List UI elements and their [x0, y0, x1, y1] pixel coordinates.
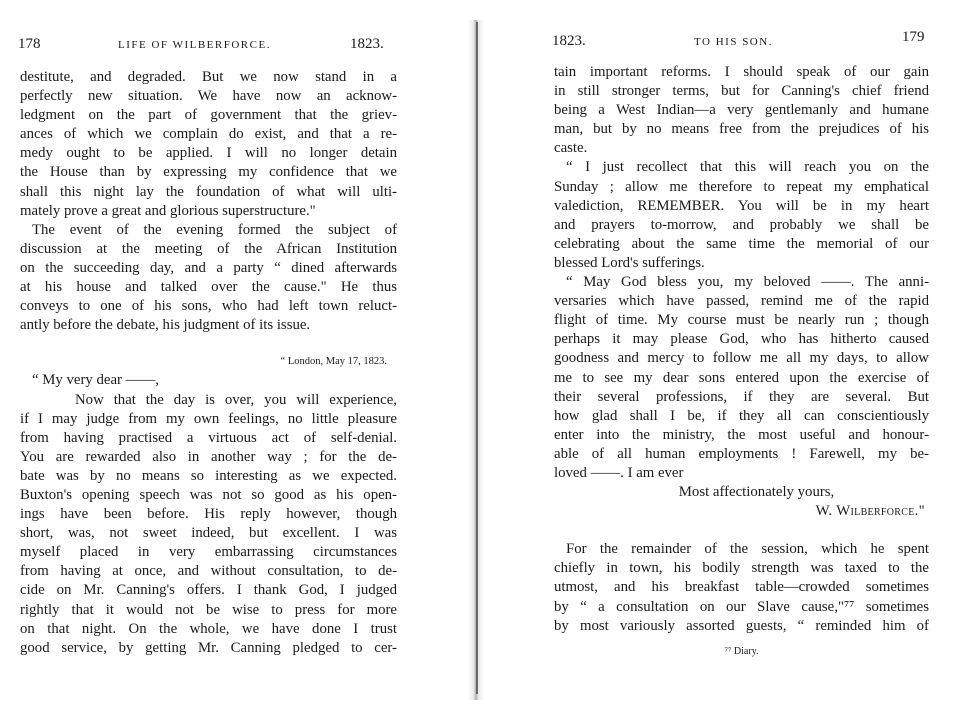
text-line: the House than by expressing my confidence that we: [20, 164, 397, 181]
right-page-body: [554, 63, 929, 636]
header-year: 1823.: [552, 33, 586, 49]
running-title: TO HIS SON.: [694, 36, 773, 48]
text-line: tain important reforms. I should speak of our gain: [554, 64, 929, 80]
text-line: Sunday ; allow me therefore to repeat my emphatical: [554, 178, 929, 195]
text-line: caste.: [554, 140, 588, 157]
text-line: medy ought to be applied. I will no longer detain: [20, 145, 397, 162]
text-line: and prayers to-morrow, and probably we shall be: [554, 216, 929, 233]
left-page-body: [20, 68, 397, 658]
page-number: 179: [902, 29, 925, 45]
left-page: [0, 0, 470, 705]
text-line: blessed Lord's sufferings.: [554, 254, 705, 271]
text-line: cide on Mr. Canning's offers. I thank God, I judged: [20, 582, 397, 599]
text-line: conveys to one of his sons, who had left town reluct-: [20, 298, 397, 315]
letter-paragraph: [554, 63, 929, 158]
text-line: their several professions, if they are several. But: [554, 388, 929, 405]
text-line: good service, by getting Mr. Canning pledged to cer-: [20, 639, 397, 656]
text-line: short, was, not sweet indeed, but excellent. I was: [20, 525, 397, 542]
text-line: chiefly in town, his bodily strength was taxed to the: [554, 560, 929, 577]
text-line: from having practised a virtuous act of self-denial.: [20, 429, 397, 446]
text-line: man, but by no means free from the prejudices of his: [554, 121, 929, 138]
letter-paragraph: [554, 273, 929, 483]
text-line: by most variously assorted guests, “ reminded him of: [554, 617, 929, 634]
text-line: ings have been before. His reply however, though: [20, 506, 397, 523]
text-line: For the remainder of the session, which he spent: [566, 541, 929, 558]
book-spine-line: [476, 22, 478, 694]
text-line: perhaps it may please God, who has hitherto caused: [554, 331, 929, 348]
text-line: myself placed in very embarrassing circumstances: [20, 544, 397, 561]
text-line: on the succeeding day, and a party “ dined afterwards: [20, 259, 397, 276]
text-line: valediction, REMEMBER. You will be in my heart: [554, 197, 929, 214]
paragraph: [20, 221, 397, 336]
letter-paragraph: [554, 158, 929, 273]
header-year: 1823.: [350, 36, 384, 52]
text-line: at his house and talked over the cause." He thus: [20, 279, 397, 296]
paragraph: [20, 68, 397, 221]
page-number: 178: [18, 36, 41, 52]
text-line: “ I just recollect that this will reach you on the: [566, 159, 929, 176]
text-line: bate was by no means so interesting as we expected.: [20, 467, 397, 484]
text-line: if I may judge from my own feelings, no little pleasure: [20, 410, 397, 427]
text-line: how glad shall I be, if they all can conscientiously: [554, 407, 929, 424]
running-title: LIFE OF WILBERFORCE.: [118, 39, 271, 51]
letter-salutation: “ My very dear ——,: [32, 372, 159, 389]
text-line: rightly that it would not be wise to press for more: [20, 601, 397, 618]
text-line: You are rewarded also in another way ; for the de-: [20, 448, 397, 465]
paragraph: [554, 540, 929, 635]
text-line: being a West Indian—a very gentlemanly and humane: [554, 102, 929, 119]
text-line: able of all human employments ! Farewell, my be-: [554, 445, 929, 462]
text-line: by “ a consultation on our Slave cause,"⁷⁷ sometimes: [554, 598, 929, 615]
text-line: enter into the ministry, the most useful and honour-: [554, 426, 929, 443]
text-line: loved ——. I am ever: [554, 464, 684, 481]
text-line: ances of which we complain do exist, and that a re-: [20, 126, 397, 143]
text-line: The event of the evening formed the subject of: [32, 221, 397, 238]
left-page-header: [18, 36, 398, 56]
text-line: from having at once, and without consultation, to de-: [20, 563, 397, 580]
text-line: “ May God bless you, my beloved ——. The anni-: [566, 274, 929, 291]
text-line: goodness and mercy to follow me all my days, to allow: [554, 350, 929, 367]
letter-dateline: “ London, May 17, 1823.: [280, 356, 387, 368]
text-line: discussion at the meeting of the African Institution: [20, 240, 397, 257]
text-line: ledgment on the part of government that the griev-: [20, 107, 397, 124]
footnote: ⁷⁷ Diary.: [724, 646, 759, 657]
text-line: celebrating about the same time the memorial of our: [554, 235, 929, 252]
text-line: flight of time. My course must be nearly run ; though: [554, 312, 929, 329]
text-line: Buxton's opening speech was not so good as his open-: [20, 486, 397, 503]
letter-signature: W. Wilberforce.": [815, 503, 925, 520]
text-line: versaries which have passed, remind me of the rapid: [554, 293, 929, 310]
right-page: [486, 0, 980, 705]
text-line: antly before the debate, his judgment of its issue.: [20, 317, 311, 334]
text-line: mately prove a great and glorious superstructure.": [20, 202, 316, 219]
text-line: shall this night lay the foundation of what will ulti-: [20, 183, 397, 200]
letter-paragraph: [20, 391, 397, 658]
text-line: on that night. On the whole, we have done I trust: [20, 620, 397, 637]
text-line: in still stronger terms, but for Canning's chief friend: [554, 83, 929, 100]
text-line: Now that the day is over, you will experience,: [75, 391, 397, 408]
text-line: perfectly new situation. We have now an acknow-: [20, 88, 397, 105]
text-line: utmost, and his breakfast table—crowded sometimes: [554, 579, 929, 596]
letter-closing: Most affectionately yours,: [678, 484, 835, 501]
text-line: destitute, and degraded. But we now stand in a: [20, 69, 397, 85]
text-line: me to see my dear sons entered upon the exercise of: [554, 369, 929, 386]
right-page-header: [552, 29, 932, 53]
